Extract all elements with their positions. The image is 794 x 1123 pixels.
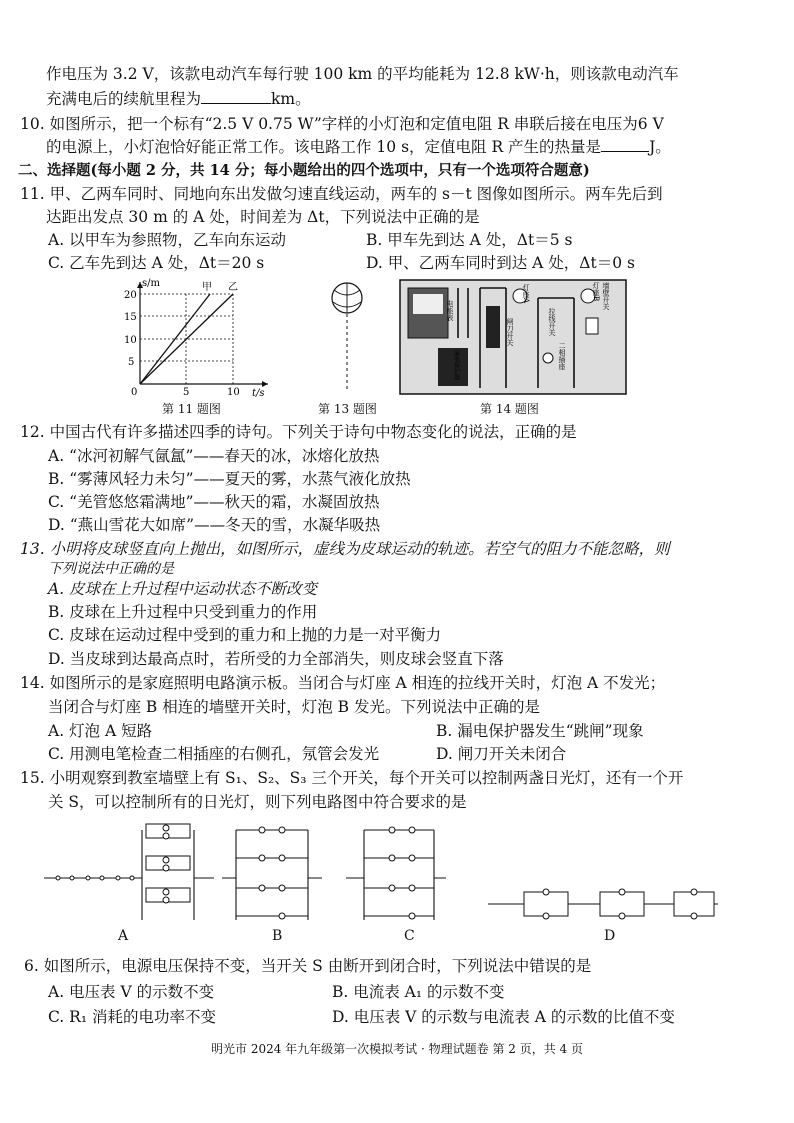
circuit-c	[346, 816, 446, 924]
circuit-label-b: B	[272, 928, 283, 944]
circuit-label-a: A	[118, 928, 129, 944]
circuit-d	[488, 884, 718, 924]
figure-caption-11: 第 11 题图	[162, 402, 221, 416]
x-tick: 5	[183, 387, 190, 398]
q16-option-d: D. 电压表 V 的示数与电流表 A 的示数的比值不变	[332, 1008, 675, 1026]
figure-caption-13: 第 13 题图	[318, 402, 377, 416]
y-tick: 10	[124, 335, 137, 346]
q11-line2: 达距出发点 30 m 的 A 处，时间差为 Δt，下列说法中正确的是	[46, 208, 480, 226]
q14-line1: 14. 如图所示的是家庭照明电路演示板。当闭合与灯座 A 相连的拉线开关时，灯泡 A 不发光；	[20, 674, 666, 692]
socket-icon	[543, 353, 553, 363]
q13-option-d: D. 当皮球到达最高点时，若所受的力全部消失，则皮球会竖直下落	[48, 650, 504, 668]
q12-stem: 12. 中国古代有许多描述四季的诗句。下列关于诗句中物态变化的说法，正确的是	[20, 423, 577, 441]
series-label-jia: 甲	[202, 282, 212, 293]
q14-line2: 当闭合与灯座 B 相连的墙壁开关时，灯泡 B 发光。下列说法中正确的是	[48, 698, 540, 716]
ball-figure	[322, 280, 372, 398]
q13-line1: 13. 小明将皮球竖直向上抛出，如图所示，虚线为皮球运动的轨迹。若空气的阻力不能忽略，则	[20, 540, 670, 558]
label-plug: 二相插座	[558, 342, 566, 370]
q11-option-a: A. 以甲车为参照物，乙车向东运动	[48, 231, 287, 249]
circuit-board-figure	[398, 278, 628, 398]
figure-caption-14: 第 14 题图	[480, 402, 539, 416]
q13-option-b: B. 皮球在上升过程中只受到重力的作用	[48, 603, 318, 621]
q10-unit: J。	[649, 138, 671, 156]
q16-option-c: C. R₁ 消耗的电功率不变	[48, 1008, 216, 1026]
label-socket-b: 灯座B	[592, 282, 600, 302]
q14-option-c: C. 用测电笔检查二相插座的右侧孔，氖管会发光	[48, 745, 380, 763]
q16-option-b: B. 电流表 A₁ 的示数不变	[332, 983, 505, 1001]
q10-line2-text: 的电源上，小灯泡恰好能正常工作。该电路工作 10 s，定值电阻 R 产生的热量是	[46, 138, 602, 156]
q12-option-d: D. “燕山雪花大如席”——冬天的雪，水凝华吸热	[48, 516, 381, 534]
label-meter: 电能表	[446, 300, 454, 321]
q10-line2	[46, 137, 671, 157]
q11-line1: 11. 甲、乙两车同时、同地向东出发做匀速直线运动，两车的 s－t 图像如图所示。两车先后到	[20, 185, 663, 203]
q14-option-b: B. 漏电保护器发生“跳闸”现象	[436, 722, 644, 740]
circuit-b	[222, 816, 322, 924]
page-footer: 明光市 2024 年九年级第一次模拟考试 · 物理试题卷 第 2 页，共 4 页	[211, 1042, 583, 1056]
q9-line2	[46, 89, 311, 109]
x-label: t/s	[252, 388, 265, 398]
q16-option-a: A. 电压表 V 的示数不变	[48, 983, 215, 1001]
line-jia	[140, 294, 210, 384]
q15-line2: 关 S，可以控制所有的日光灯，则下列电路图中符合要求的是	[48, 793, 467, 811]
q11-option-d: D. 甲、乙两车同时到达 A 处，Δt＝0 s	[366, 254, 635, 272]
y-tick: 20	[124, 290, 137, 301]
label-socket-a: 灯座A	[522, 284, 530, 304]
x-arrow	[262, 381, 268, 387]
q14-option-a: A. 灯泡 A 短路	[48, 722, 153, 740]
q9-line1: 作电压为 3.2 V，该款电动汽车每行驶 100 km 的平均能耗为 12.8 kW·h，则该款电动汽车	[46, 65, 679, 83]
q12-option-a: A. “冰河初解气氤氲”——春天的冰，冰熔化放热	[48, 447, 380, 465]
circuit-label-c: C	[404, 928, 415, 944]
q15-line1: 15. 小明观察到教室墙壁上有 S₁、S₂、S₃ 三个开关，每个开关可以控制两盏日光灯，还有一个开	[20, 769, 684, 787]
circuit-a	[44, 816, 214, 924]
st-graph	[118, 276, 278, 398]
wall-switch-icon	[586, 318, 598, 334]
y-tick: 5	[128, 357, 135, 368]
q9-line2-text: 充满电后的续航里程为	[46, 90, 202, 108]
label-wall: 墙壁开关	[602, 282, 610, 310]
answer-blank	[601, 137, 649, 152]
x-tick: 10	[227, 387, 240, 398]
q12-option-b: B. “雾薄风轻力未匀”——夏天的雾，水蒸气液化放热	[48, 470, 411, 488]
label-knife: 闸刀开关	[506, 318, 514, 346]
circuit-label-d: D	[604, 928, 616, 944]
q13-option-a: A. 皮球在上升过程中运动状态不断改变	[48, 580, 318, 598]
y-tick: 15	[124, 312, 137, 323]
x-tick: 0	[131, 387, 138, 398]
q12-option-c: C. “羌管悠悠霜满地”——秋天的霜，水凝固放热	[48, 493, 380, 511]
label-pull: 拉线开关	[548, 308, 556, 336]
q13-option-c: C. 皮球在运动过程中受到的重力和上抛的力是一对平衡力	[48, 626, 442, 644]
q11-option-c: C. 乙车先到达 A 处，Δt＝20 s	[48, 254, 265, 272]
q11-option-b: B. 甲车先到达 A 处，Δt＝5 s	[366, 231, 573, 249]
q10-line1: 10. 如图所示，把一个标有“2.5 V 0.75 W”字样的小灯泡和定值电阻 R 串联后接在电压为6 V	[20, 115, 664, 133]
series-label-yi: 乙	[228, 282, 238, 293]
q9-unit: km。	[271, 90, 311, 108]
q13-line2: 下列说法中正确的是	[48, 561, 174, 577]
y-label: s/m	[142, 278, 160, 289]
knife-switch-icon	[486, 306, 500, 348]
answer-blank	[201, 89, 271, 104]
section-heading: 二、选择题(每小题 2 分，共 14 分；每小题给出的四个选项中，只有一个选项符合题意)	[18, 162, 590, 179]
q16-stem: 6. 如图所示，电源电压保持不变，当开关 S 由断开到闭合时，下列说法中错误的是	[24, 957, 592, 975]
label-breaker: 漏电保护器	[452, 350, 460, 380]
q14-option-d: D. 闸刀开关未闭合	[436, 745, 567, 763]
